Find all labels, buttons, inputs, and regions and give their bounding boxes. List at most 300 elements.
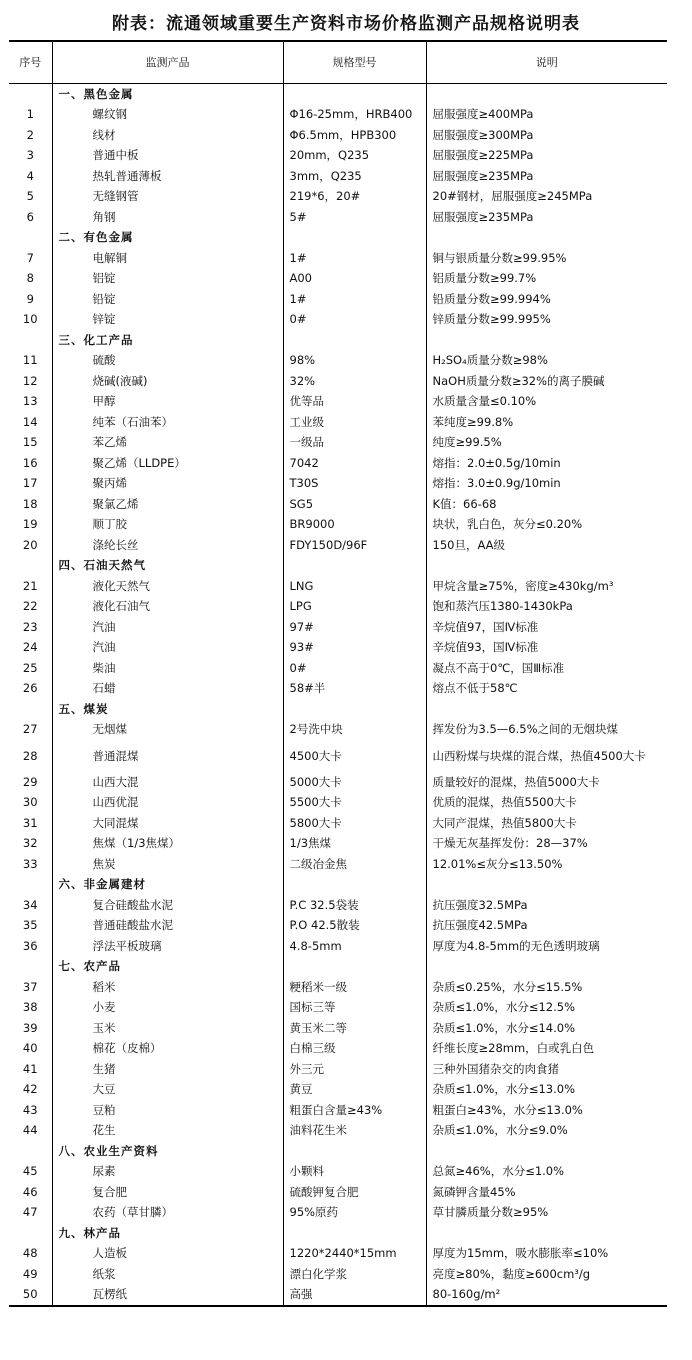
row-index: 39 bbox=[22, 1020, 38, 1035]
row-product: 顺丁胶 bbox=[52, 514, 283, 535]
row-product: 热轧普通薄板 bbox=[52, 166, 283, 187]
row-spec: 油料花生米 bbox=[283, 1120, 426, 1141]
row-product: 液化石油气 bbox=[52, 596, 283, 617]
row-index: 20 bbox=[22, 537, 38, 552]
table-row bbox=[9, 915, 667, 936]
table-row bbox=[9, 576, 667, 597]
row-description: 块状，乳白色，灰分≤0.20% bbox=[426, 514, 667, 535]
row-description: 厚度为4.8-5mm的无色透明玻璃 bbox=[426, 936, 667, 957]
row-spec: 5000大卡 bbox=[283, 772, 426, 793]
category-row bbox=[9, 555, 667, 576]
row-spec: 粳稻米一级 bbox=[283, 977, 426, 998]
row-product: 涤纶长丝 bbox=[52, 535, 283, 556]
table-row bbox=[9, 1182, 667, 1203]
row-spec: 硫酸钾复合肥 bbox=[283, 1182, 426, 1203]
row-index: 6 bbox=[26, 209, 34, 224]
row-index: 5 bbox=[26, 189, 34, 204]
category-label: 四、石油天然气 bbox=[52, 555, 283, 576]
row-product: 山西大混 bbox=[52, 772, 283, 793]
row-spec: 5# bbox=[283, 207, 426, 228]
table-row bbox=[9, 412, 667, 433]
row-index: 49 bbox=[22, 1266, 38, 1281]
category-blank-spec bbox=[283, 699, 426, 720]
table-row bbox=[9, 1161, 667, 1182]
category-blank-description bbox=[426, 1223, 667, 1244]
row-index: 4 bbox=[26, 168, 34, 183]
row-description: 杂质≤1.0%，水分≤14.0% bbox=[426, 1018, 667, 1039]
row-index: 11 bbox=[22, 353, 38, 368]
row-product: 豆粕 bbox=[52, 1100, 283, 1121]
spec-table bbox=[9, 40, 667, 1307]
table-row bbox=[9, 1079, 667, 1100]
table-row bbox=[9, 289, 667, 310]
row-product: 螺纹钢 bbox=[52, 104, 283, 125]
row-index: 1 bbox=[26, 107, 34, 122]
row-index: 22 bbox=[22, 599, 38, 614]
row-spec: 外三元 bbox=[283, 1059, 426, 1080]
category-blank-index bbox=[9, 1141, 52, 1162]
row-description: 凝点不高于0℃，国Ⅲ标准 bbox=[426, 658, 667, 679]
document-title: 附表：流通领域重要生产资料市场价格监测产品规格说明表 bbox=[112, 14, 580, 34]
row-product: 硫酸 bbox=[52, 350, 283, 371]
row-product: 石蜡 bbox=[52, 678, 283, 699]
row-index: 44 bbox=[22, 1123, 38, 1138]
row-index: 43 bbox=[22, 1102, 38, 1117]
row-spec: 93# bbox=[283, 637, 426, 658]
category-blank-spec bbox=[283, 1141, 426, 1162]
row-spec: LNG bbox=[283, 576, 426, 597]
table-row bbox=[9, 833, 667, 854]
category-blank-description bbox=[426, 83, 667, 104]
row-spec: 4.8-5mm bbox=[283, 936, 426, 957]
row-product: 复合肥 bbox=[52, 1182, 283, 1203]
table-row bbox=[9, 350, 667, 371]
row-spec: 1220*2440*15mm bbox=[283, 1243, 426, 1264]
category-row bbox=[9, 874, 667, 895]
row-index: 40 bbox=[22, 1041, 38, 1056]
table-row bbox=[9, 432, 667, 453]
table-row bbox=[9, 678, 667, 699]
category-label: 二、有色金属 bbox=[52, 227, 283, 248]
category-row bbox=[9, 956, 667, 977]
table-row bbox=[9, 473, 667, 494]
row-product: 复合硅酸盐水泥 bbox=[52, 895, 283, 916]
row-description: 熔指：2.0±0.5g/10min bbox=[426, 453, 667, 474]
row-description: H₂SO₄质量分数≥98% bbox=[426, 350, 667, 371]
row-index: 47 bbox=[22, 1205, 38, 1220]
row-description: 熔点不低于58℃ bbox=[426, 678, 667, 699]
table-row bbox=[9, 740, 667, 772]
row-product: 焦煤（1/3焦煤） bbox=[52, 833, 283, 854]
category-blank-index bbox=[9, 874, 52, 895]
category-blank-index bbox=[9, 83, 52, 104]
table-row bbox=[9, 719, 667, 740]
row-index: 50 bbox=[9, 1284, 52, 1306]
table-row bbox=[9, 166, 667, 187]
row-description: 80-160g/m² bbox=[426, 1284, 667, 1306]
category-blank-description bbox=[426, 956, 667, 977]
table-row bbox=[9, 596, 667, 617]
row-index: 16 bbox=[22, 455, 38, 470]
row-description: 锌质量分数≥99.995% bbox=[426, 309, 667, 330]
table-row bbox=[9, 772, 667, 793]
row-spec: 58#半 bbox=[283, 678, 426, 699]
row-description: 三种外国猪杂交的肉食猪 bbox=[426, 1059, 667, 1080]
row-spec: 5800大卡 bbox=[283, 813, 426, 834]
table-row bbox=[9, 813, 667, 834]
row-spec: 工业级 bbox=[283, 412, 426, 433]
row-product: 苯乙烯 bbox=[52, 432, 283, 453]
row-description: 辛烷值93，国Ⅳ标准 bbox=[426, 637, 667, 658]
row-description: 优质的混煤，热值5500大卡 bbox=[426, 792, 667, 813]
row-description: 纤维长度≥28mm，白或乳白色 bbox=[426, 1038, 667, 1059]
row-index: 31 bbox=[22, 815, 38, 830]
row-index: 42 bbox=[22, 1082, 38, 1097]
row-index: 23 bbox=[22, 619, 38, 634]
row-index: 21 bbox=[22, 578, 38, 593]
row-product: 锌锭 bbox=[52, 309, 283, 330]
table-row bbox=[9, 1120, 667, 1141]
row-index: 3 bbox=[26, 148, 34, 163]
table-row bbox=[9, 207, 667, 228]
row-spec: P.O 42.5散装 bbox=[283, 915, 426, 936]
row-description: 大同产混煤，热值5800大卡 bbox=[426, 813, 667, 834]
row-spec: 4500大卡 bbox=[283, 740, 426, 772]
row-description: 屈服强度≥400MPa bbox=[426, 104, 667, 125]
row-description: 屈服强度≥300MPa bbox=[426, 125, 667, 146]
header-product: 监测产品 bbox=[52, 41, 283, 83]
category-label: 三、化工产品 bbox=[52, 330, 283, 351]
row-description: 20#钢材，屈服强度≥245MPa bbox=[426, 186, 667, 207]
table-row bbox=[9, 514, 667, 535]
table-row bbox=[9, 391, 667, 412]
category-label: 六、非金属建材 bbox=[52, 874, 283, 895]
row-index: 28 bbox=[22, 748, 38, 763]
table-row bbox=[9, 895, 667, 916]
row-description: 屈服强度≥225MPa bbox=[426, 145, 667, 166]
category-blank-spec bbox=[283, 555, 426, 576]
row-index: 9 bbox=[26, 291, 34, 306]
row-spec: 7042 bbox=[283, 453, 426, 474]
row-product: 普通硅酸盐水泥 bbox=[52, 915, 283, 936]
row-index: 45 bbox=[22, 1164, 38, 1179]
category-label: 五、煤炭 bbox=[52, 699, 283, 720]
table-row bbox=[9, 617, 667, 638]
row-index: 38 bbox=[22, 1000, 38, 1015]
row-description: 辛烷值97，国Ⅳ标准 bbox=[426, 617, 667, 638]
category-blank-spec bbox=[283, 83, 426, 104]
table-row bbox=[9, 1038, 667, 1059]
header-spec: 规格型号 bbox=[283, 41, 426, 83]
row-index: 36 bbox=[22, 938, 38, 953]
row-product: 柴油 bbox=[52, 658, 283, 679]
row-product: 普通混煤 bbox=[52, 740, 283, 772]
category-label: 九、林产品 bbox=[52, 1223, 283, 1244]
category-label: 七、农产品 bbox=[52, 956, 283, 977]
row-index: 37 bbox=[22, 979, 38, 994]
row-index: 26 bbox=[22, 681, 38, 696]
table-row bbox=[9, 186, 667, 207]
row-index: 33 bbox=[22, 856, 38, 871]
table-row bbox=[9, 145, 667, 166]
table-row bbox=[9, 1264, 667, 1285]
row-product: 玉米 bbox=[52, 1018, 283, 1039]
row-description: 氮磷钾含量45% bbox=[426, 1182, 667, 1203]
row-description: 厚度为15mm，吸水膨胀率≤10% bbox=[426, 1243, 667, 1264]
row-product: 尿素 bbox=[52, 1161, 283, 1182]
category-row bbox=[9, 83, 667, 104]
row-product: 聚乙烯（LLDPE） bbox=[52, 453, 283, 474]
header-row bbox=[9, 41, 667, 83]
table-row bbox=[9, 453, 667, 474]
row-spec: LPG bbox=[283, 596, 426, 617]
header-index: 序号 bbox=[9, 41, 52, 83]
row-index: 41 bbox=[22, 1061, 38, 1076]
table-row bbox=[9, 371, 667, 392]
row-product: 焦炭 bbox=[52, 854, 283, 875]
row-index: 19 bbox=[22, 517, 38, 532]
table-row bbox=[9, 125, 667, 146]
row-description: 甲烷含量≥75%，密度≥430kg/m³ bbox=[426, 576, 667, 597]
row-index: 12 bbox=[22, 373, 38, 388]
row-spec: 1# bbox=[283, 289, 426, 310]
table-row bbox=[9, 1202, 667, 1223]
row-index: 17 bbox=[22, 476, 38, 491]
row-description: 干燥无灰基挥发份：28—37% bbox=[426, 833, 667, 854]
table-row bbox=[9, 1243, 667, 1264]
row-description: 质量较好的混煤，热值5000大卡 bbox=[426, 772, 667, 793]
category-blank-spec bbox=[283, 956, 426, 977]
table-row bbox=[9, 1059, 667, 1080]
row-description: 亮度≥80%，黏度≥600cm³/g bbox=[426, 1264, 667, 1285]
row-index: 48 bbox=[22, 1246, 38, 1261]
row-product: 花生 bbox=[52, 1120, 283, 1141]
row-index: 2 bbox=[26, 127, 34, 142]
row-description: 杂质≤0.25%，水分≤15.5% bbox=[426, 977, 667, 998]
row-spec: 优等品 bbox=[283, 391, 426, 412]
row-product: 普通中板 bbox=[52, 145, 283, 166]
row-index: 14 bbox=[22, 414, 38, 429]
row-product: 稻米 bbox=[52, 977, 283, 998]
row-spec: P.C 32.5袋装 bbox=[283, 895, 426, 916]
row-product: 汽油 bbox=[52, 617, 283, 638]
row-index: 46 bbox=[22, 1184, 38, 1199]
row-spec: 黄玉米二等 bbox=[283, 1018, 426, 1039]
category-row bbox=[9, 227, 667, 248]
row-product: 汽油 bbox=[52, 637, 283, 658]
row-product: 大豆 bbox=[52, 1079, 283, 1100]
row-description: 草甘膦质量分数≥95% bbox=[426, 1202, 667, 1223]
row-spec: 98% bbox=[283, 350, 426, 371]
row-spec: 1# bbox=[283, 248, 426, 269]
category-label: 八、农业生产资料 bbox=[52, 1141, 283, 1162]
row-index: 25 bbox=[22, 660, 38, 675]
category-row bbox=[9, 330, 667, 351]
table-row bbox=[9, 1100, 667, 1121]
row-spec: BR9000 bbox=[283, 514, 426, 535]
row-product: 纯苯（石油苯） bbox=[52, 412, 283, 433]
row-spec: 漂白化学浆 bbox=[283, 1264, 426, 1285]
category-blank-index bbox=[9, 227, 52, 248]
row-product: 液化天然气 bbox=[52, 576, 283, 597]
category-blank-description bbox=[426, 227, 667, 248]
row-product: 生猪 bbox=[52, 1059, 283, 1080]
row-product: 铅锭 bbox=[52, 289, 283, 310]
category-blank-description bbox=[426, 555, 667, 576]
table-row bbox=[9, 1018, 667, 1039]
row-spec: 95%原药 bbox=[283, 1202, 426, 1223]
row-description: 屈服强度≥235MPa bbox=[426, 207, 667, 228]
table-header bbox=[9, 41, 667, 83]
row-spec: T30S bbox=[283, 473, 426, 494]
row-description: 总氮≥46%，水分≤1.0% bbox=[426, 1161, 667, 1182]
row-index: 32 bbox=[22, 836, 38, 851]
row-product: 电解铜 bbox=[52, 248, 283, 269]
category-blank-index bbox=[9, 1223, 52, 1244]
row-spec: FDY150D/96F bbox=[283, 535, 426, 556]
table-row bbox=[9, 248, 667, 269]
table-row bbox=[9, 658, 667, 679]
row-description: K值：66-68 bbox=[426, 494, 667, 515]
row-index: 7 bbox=[26, 250, 34, 265]
row-spec: 二级冶金焦 bbox=[283, 854, 426, 875]
category-blank-spec bbox=[283, 330, 426, 351]
row-description: 饱和蒸汽压1380-1430kPa bbox=[426, 596, 667, 617]
row-spec: 32% bbox=[283, 371, 426, 392]
category-row bbox=[9, 699, 667, 720]
row-description: 苯纯度≥99.8% bbox=[426, 412, 667, 433]
row-spec: 1/3焦煤 bbox=[283, 833, 426, 854]
table-row bbox=[9, 104, 667, 125]
table-row bbox=[9, 535, 667, 556]
row-product: 铝锭 bbox=[52, 268, 283, 289]
row-description: 水质量含量≤0.10% bbox=[426, 391, 667, 412]
row-product: 聚丙烯 bbox=[52, 473, 283, 494]
row-product: 瓦楞纸 bbox=[52, 1284, 283, 1306]
row-product: 浮法平板玻璃 bbox=[52, 936, 283, 957]
row-description: 粗蛋白≥43%，水分≤13.0% bbox=[426, 1100, 667, 1121]
row-description: 12.01%≤灰分≤13.50% bbox=[426, 854, 667, 875]
row-spec: 一级品 bbox=[283, 432, 426, 453]
category-blank-description bbox=[426, 1141, 667, 1162]
row-description: 铅质量分数≥99.994% bbox=[426, 289, 667, 310]
row-description: 杂质≤1.0%，水分≤13.0% bbox=[426, 1079, 667, 1100]
row-spec: 白棉三级 bbox=[283, 1038, 426, 1059]
row-index: 15 bbox=[22, 435, 38, 450]
row-index: 24 bbox=[22, 640, 38, 655]
row-index: 34 bbox=[22, 897, 38, 912]
row-spec: 粗蛋白含量≥43% bbox=[283, 1100, 426, 1121]
row-product: 烧碱(液碱) bbox=[52, 371, 283, 392]
row-description: 挥发份为3.5—6.5%之间的无烟块煤 bbox=[426, 719, 667, 740]
table-row bbox=[9, 494, 667, 515]
category-blank-spec bbox=[283, 1223, 426, 1244]
row-spec: SG5 bbox=[283, 494, 426, 515]
row-index: 10 bbox=[22, 312, 38, 327]
category-blank-index bbox=[9, 555, 52, 576]
row-spec: 20mm，Q235 bbox=[283, 145, 426, 166]
row-description: 铝质量分数≥99.7% bbox=[426, 268, 667, 289]
row-description: 150旦，AA级 bbox=[426, 535, 667, 556]
table-row bbox=[9, 637, 667, 658]
row-index: 18 bbox=[22, 496, 38, 511]
row-product: 线材 bbox=[52, 125, 283, 146]
row-product: 聚氯乙烯 bbox=[52, 494, 283, 515]
row-product: 大同混煤 bbox=[52, 813, 283, 834]
row-spec: 97# bbox=[283, 617, 426, 638]
row-product: 山西优混 bbox=[52, 792, 283, 813]
category-row bbox=[9, 1223, 667, 1244]
row-spec: 0# bbox=[283, 309, 426, 330]
row-description: 纯度≥99.5% bbox=[426, 432, 667, 453]
category-blank-description bbox=[426, 330, 667, 351]
row-description: 抗压强度42.5MPa bbox=[426, 915, 667, 936]
table-row bbox=[9, 792, 667, 813]
category-label: 一、黑色金属 bbox=[52, 83, 283, 104]
row-product: 纸浆 bbox=[52, 1264, 283, 1285]
row-description: NaOH质量分数≥32%的离子膜碱 bbox=[426, 371, 667, 392]
row-spec: 2号洗中块 bbox=[283, 719, 426, 740]
row-product: 无缝钢管 bbox=[52, 186, 283, 207]
row-product: 农药（草甘膦） bbox=[52, 1202, 283, 1223]
category-blank-index bbox=[9, 330, 52, 351]
row-product: 棉花（皮棉） bbox=[52, 1038, 283, 1059]
row-description: 熔指：3.0±0.9g/10min bbox=[426, 473, 667, 494]
table-row bbox=[9, 936, 667, 957]
row-spec: A00 bbox=[283, 268, 426, 289]
category-blank-index bbox=[9, 699, 52, 720]
row-spec: 黄豆 bbox=[283, 1079, 426, 1100]
row-spec: 3mm，Q235 bbox=[283, 166, 426, 187]
row-description: 屈服强度≥235MPa bbox=[426, 166, 667, 187]
row-spec: 219*6，20# bbox=[283, 186, 426, 207]
row-description: 抗压强度32.5MPa bbox=[426, 895, 667, 916]
row-index: 13 bbox=[22, 394, 38, 409]
row-spec: 小颗料 bbox=[283, 1161, 426, 1182]
row-product: 小麦 bbox=[52, 997, 283, 1018]
category-blank-spec bbox=[283, 874, 426, 895]
row-index: 27 bbox=[22, 722, 38, 737]
category-row bbox=[9, 1141, 667, 1162]
table-row bbox=[9, 268, 667, 289]
row-product: 人造板 bbox=[52, 1243, 283, 1264]
row-spec: Φ6.5mm，HPB300 bbox=[283, 125, 426, 146]
table-row bbox=[9, 309, 667, 330]
row-spec: Φ16-25mm，HRB400 bbox=[283, 104, 426, 125]
row-description: 杂质≤1.0%，水分≤12.5% bbox=[426, 997, 667, 1018]
row-index: 8 bbox=[26, 271, 34, 286]
row-description: 铜与银质量分数≥99.95% bbox=[426, 248, 667, 269]
row-product: 甲醇 bbox=[52, 391, 283, 412]
row-index: 35 bbox=[22, 918, 38, 933]
table-row bbox=[9, 997, 667, 1018]
row-spec: 高强 bbox=[283, 1284, 426, 1306]
row-spec: 0# bbox=[283, 658, 426, 679]
row-spec: 国标三等 bbox=[283, 997, 426, 1018]
table-body bbox=[9, 83, 667, 1306]
category-blank-description bbox=[426, 699, 667, 720]
row-spec: 5500大卡 bbox=[283, 792, 426, 813]
header-description: 说明 bbox=[426, 41, 667, 83]
table-row bbox=[9, 1284, 667, 1306]
row-index: 30 bbox=[22, 795, 38, 810]
category-blank-description bbox=[426, 874, 667, 895]
table-row bbox=[9, 977, 667, 998]
table-row bbox=[9, 854, 667, 875]
row-description: 杂质≤1.0%，水分≤9.0% bbox=[426, 1120, 667, 1141]
row-description: 山西粉煤与块煤的混合煤，热值4500大卡 bbox=[426, 740, 667, 772]
category-blank-index bbox=[9, 956, 52, 977]
